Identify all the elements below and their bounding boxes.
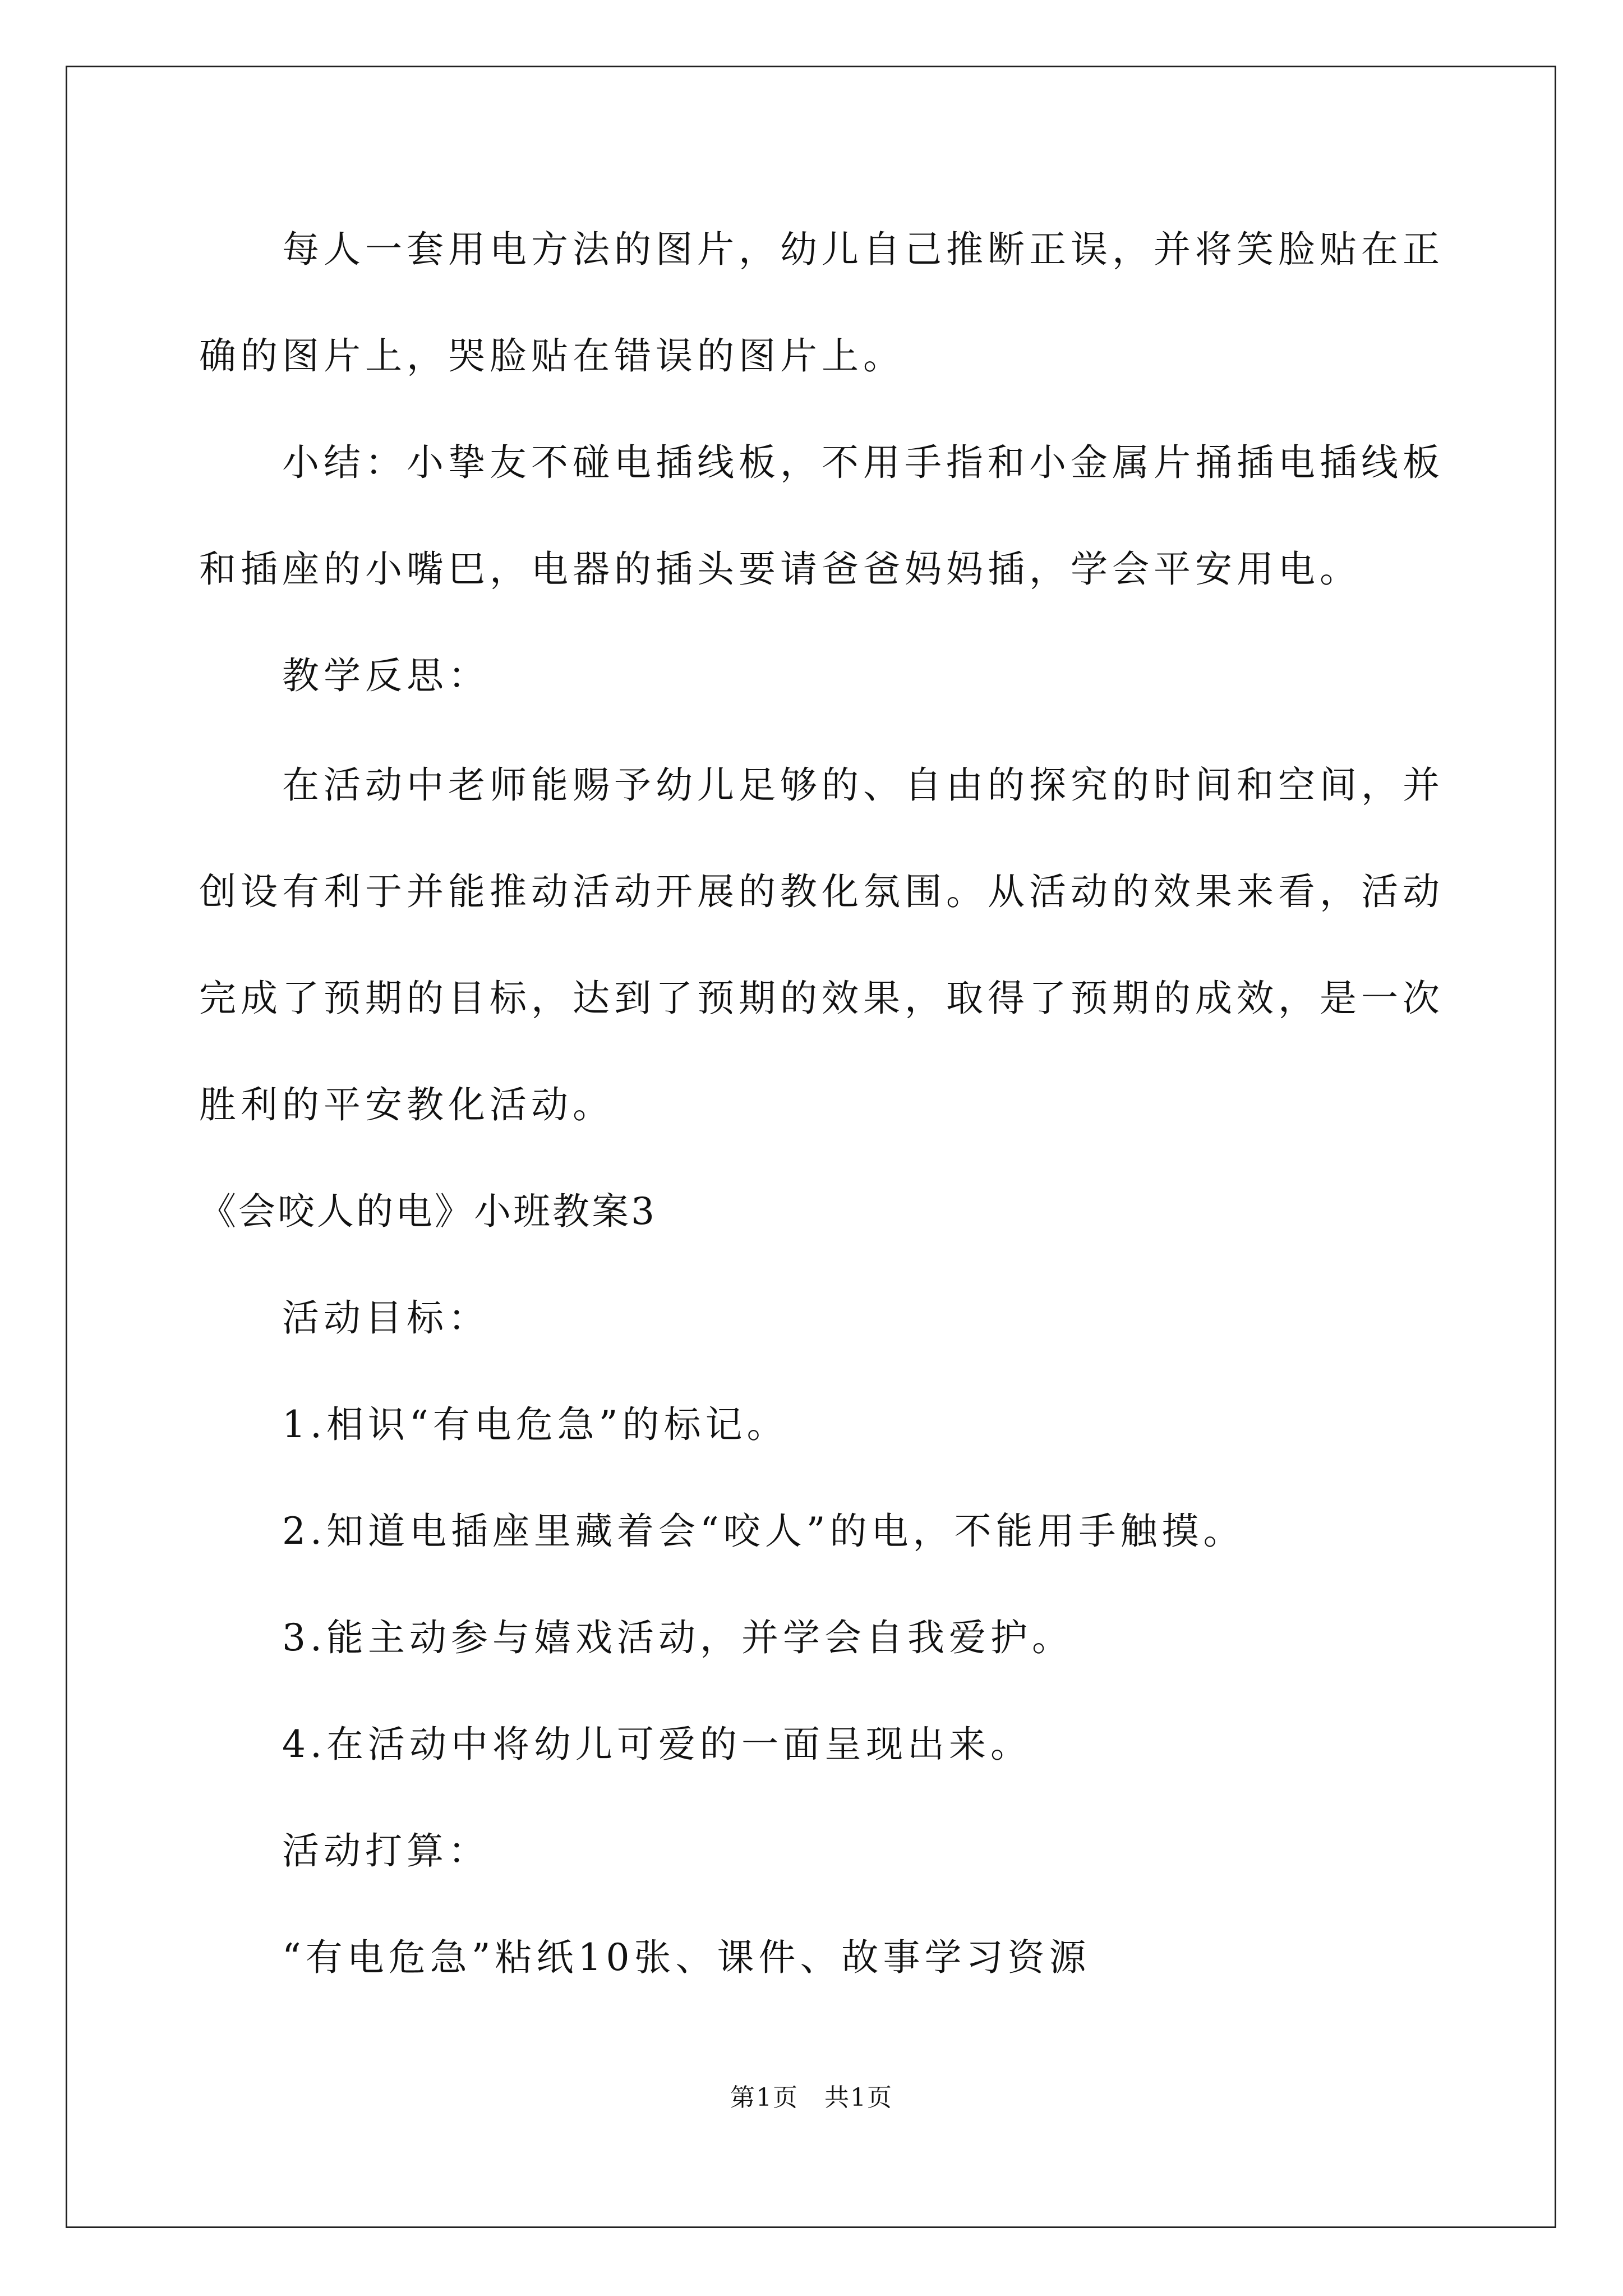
section-item: 2.知道电插座里藏着会“咬人”的电，不能用手触摸。 — [282, 1510, 1245, 1553]
paragraph-line: 在活动中老师能赐予幼儿足够的、自由的探究的时间和空间，并 — [282, 763, 1444, 807]
section-item: 活动打算： — [282, 1829, 490, 1872]
paragraph-line: 教学反思： — [282, 654, 490, 697]
section-item: “有电危急”粘纸10张、课件、故事学习资源 — [282, 1936, 1091, 1979]
paragraph-line: 胜利的平安教化活动。 — [199, 1083, 614, 1126]
paragraph-line: 和插座的小嘴巴，电器的插头要请爸爸妈妈插，学会平安用电。 — [199, 547, 1361, 591]
paragraph-line: 创设有利于并能推动活动开展的教化氛围。从活动的效果来看，活动 — [199, 870, 1444, 913]
paragraph-line: 确的图片上，哭脸贴在错误的图片上。 — [199, 334, 905, 378]
page-footer: 第1页 共1页 — [730, 2083, 893, 2112]
section-item: 4.在活动中将幼儿可爱的一面呈现出来。 — [282, 1723, 1032, 1766]
paragraph-line: 小结：小挚友不碰电插线板，不用手指和小金属片捅插电插线板 — [282, 441, 1444, 484]
section-item: 1.相识“有电危急”的标记。 — [282, 1403, 789, 1446]
paragraph-line: 完成了预期的目标，达到了预期的效果，取得了预期的成效，是一次 — [199, 977, 1444, 1020]
page-border — [66, 66, 1556, 2228]
section-item: 活动目标： — [282, 1296, 490, 1340]
paragraph-line: 每人一套用电方法的图片，幼儿自己推断正误，并将笑脸贴在正 — [282, 228, 1444, 271]
section-title: 《会咬人的电》小班教案3 — [199, 1190, 657, 1233]
section-item: 3.能主动参与嬉戏活动，并学会自我爱护。 — [282, 1616, 1073, 1659]
